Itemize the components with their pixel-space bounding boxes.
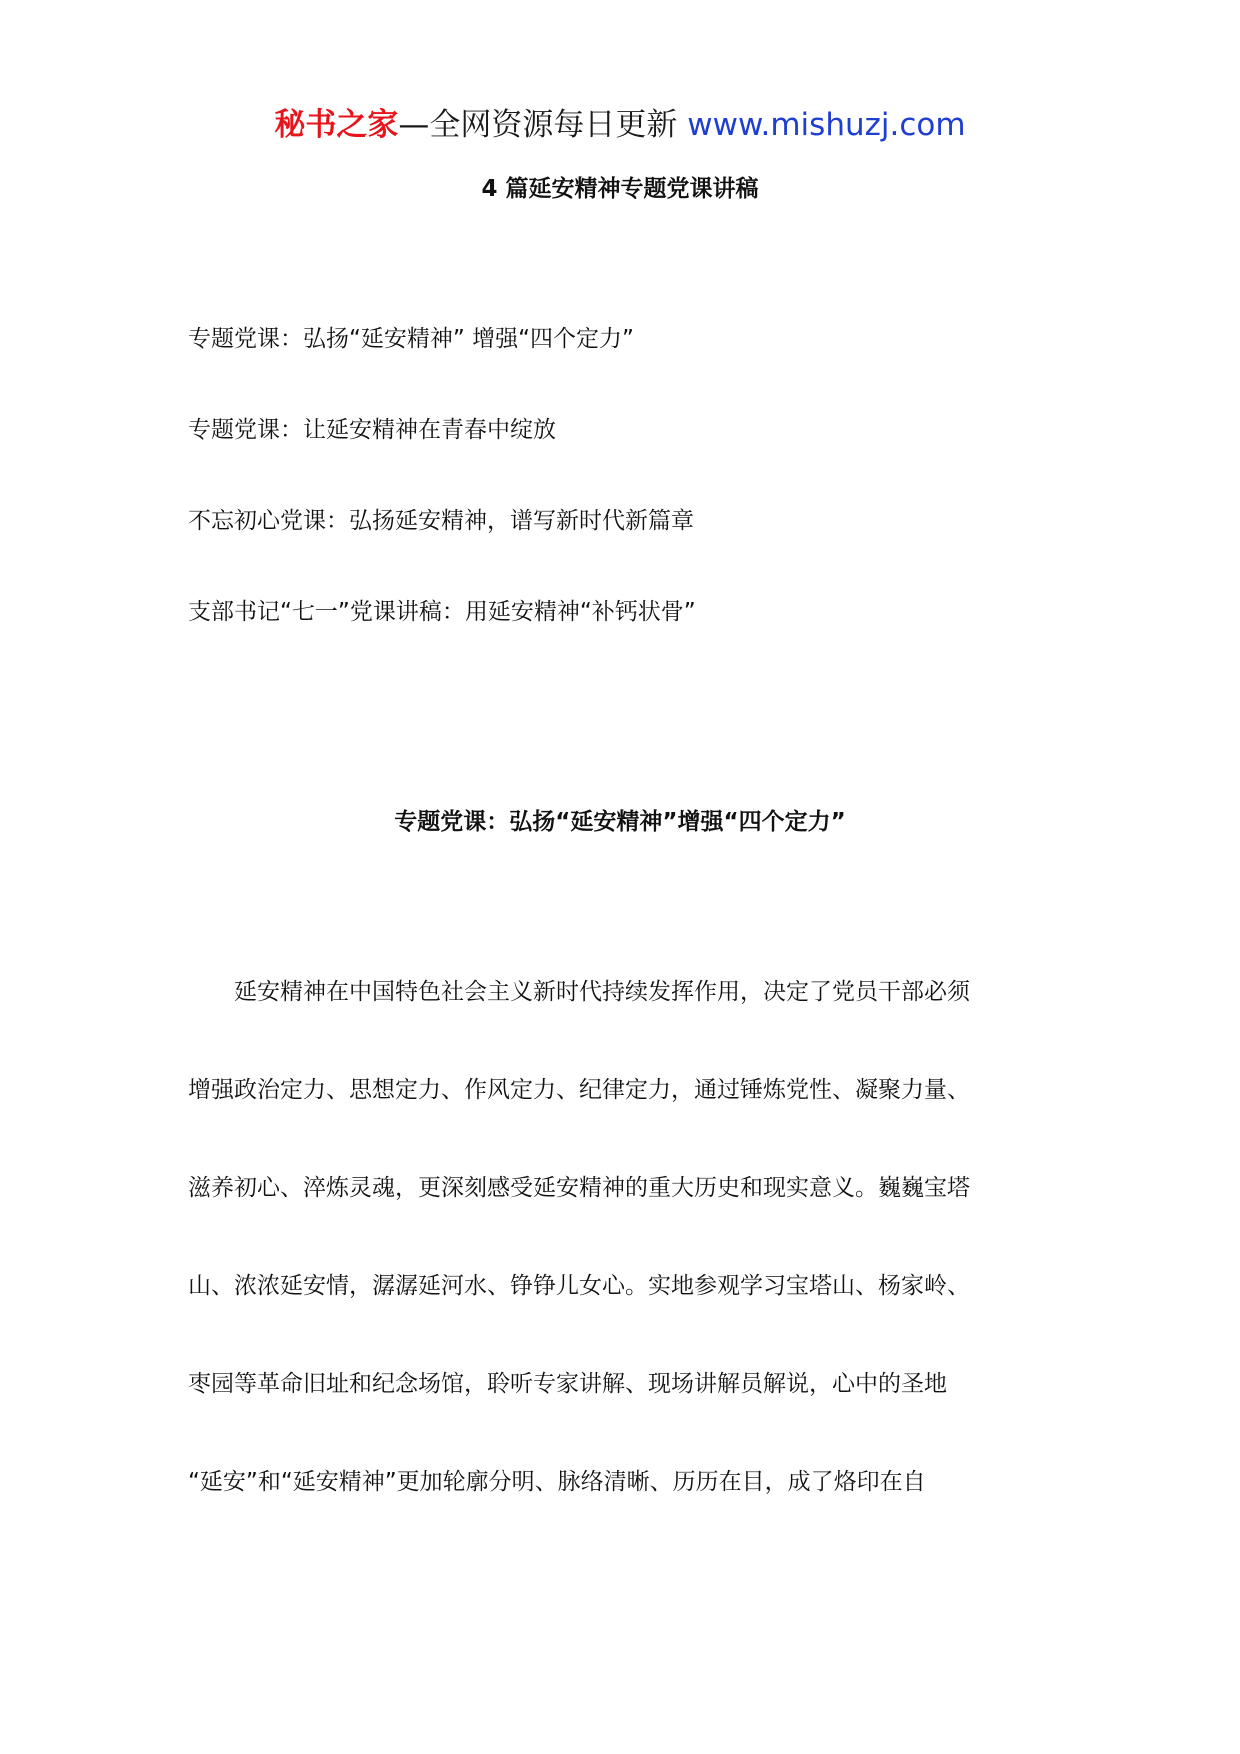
site-banner xyxy=(0,100,1240,150)
toc-item: 专题党课：弘扬“延安精神” 增强“四个定力” xyxy=(188,326,634,352)
table-of-contents xyxy=(188,322,1088,686)
toc-item: 不忘初心党课：弘扬延安精神，谱写新时代新篇章 xyxy=(188,508,694,534)
paragraph-line: 山、浓浓延安情，潺潺延河水、铮铮儿女心。实地参观学习宝塔山、杨家岭、 xyxy=(188,1273,970,1299)
toc-item: 支部书记“七一”党课讲稿：用延安精神“补钙状骨” xyxy=(188,599,696,625)
section-title: 专题党课：弘扬“延安精神”增强“四个定力” xyxy=(394,809,846,835)
paragraph-line: 延安精神在中国特色社会主义新时代持续发挥作用，决定了党员干部必须 xyxy=(234,979,970,1005)
site-url-link[interactable]: www.mishuzj.com xyxy=(687,107,966,143)
paragraph-line: 枣园等革命旧址和纪念场馆，聆听专家讲解、现场讲解员解说，心中的圣地 xyxy=(188,1371,947,1397)
brand-name: 秘书之家 xyxy=(274,107,399,143)
brand-slogan: —全网资源每日更新 xyxy=(398,107,678,143)
toc-item: 专题党课：让延安精神在青春中绽放 xyxy=(188,417,556,443)
paragraph-line: 滋养初心、淬炼灵魂，更深刻感受延安精神的重大历史和现实意义。巍巍宝塔 xyxy=(188,1175,970,1201)
paragraph-line: “延安”和“延安精神”更加轮廓分明、脉络清晰、历历在目，成了烙印在自 xyxy=(188,1469,926,1495)
body-paragraph xyxy=(188,975,1052,1563)
document-title: 4 篇延安精神专题党课讲稿 xyxy=(481,176,759,202)
paragraph-line: 增强政治定力、思想定力、作风定力、纪律定力，通过锤炼党性、凝聚力量、 xyxy=(188,1077,970,1103)
